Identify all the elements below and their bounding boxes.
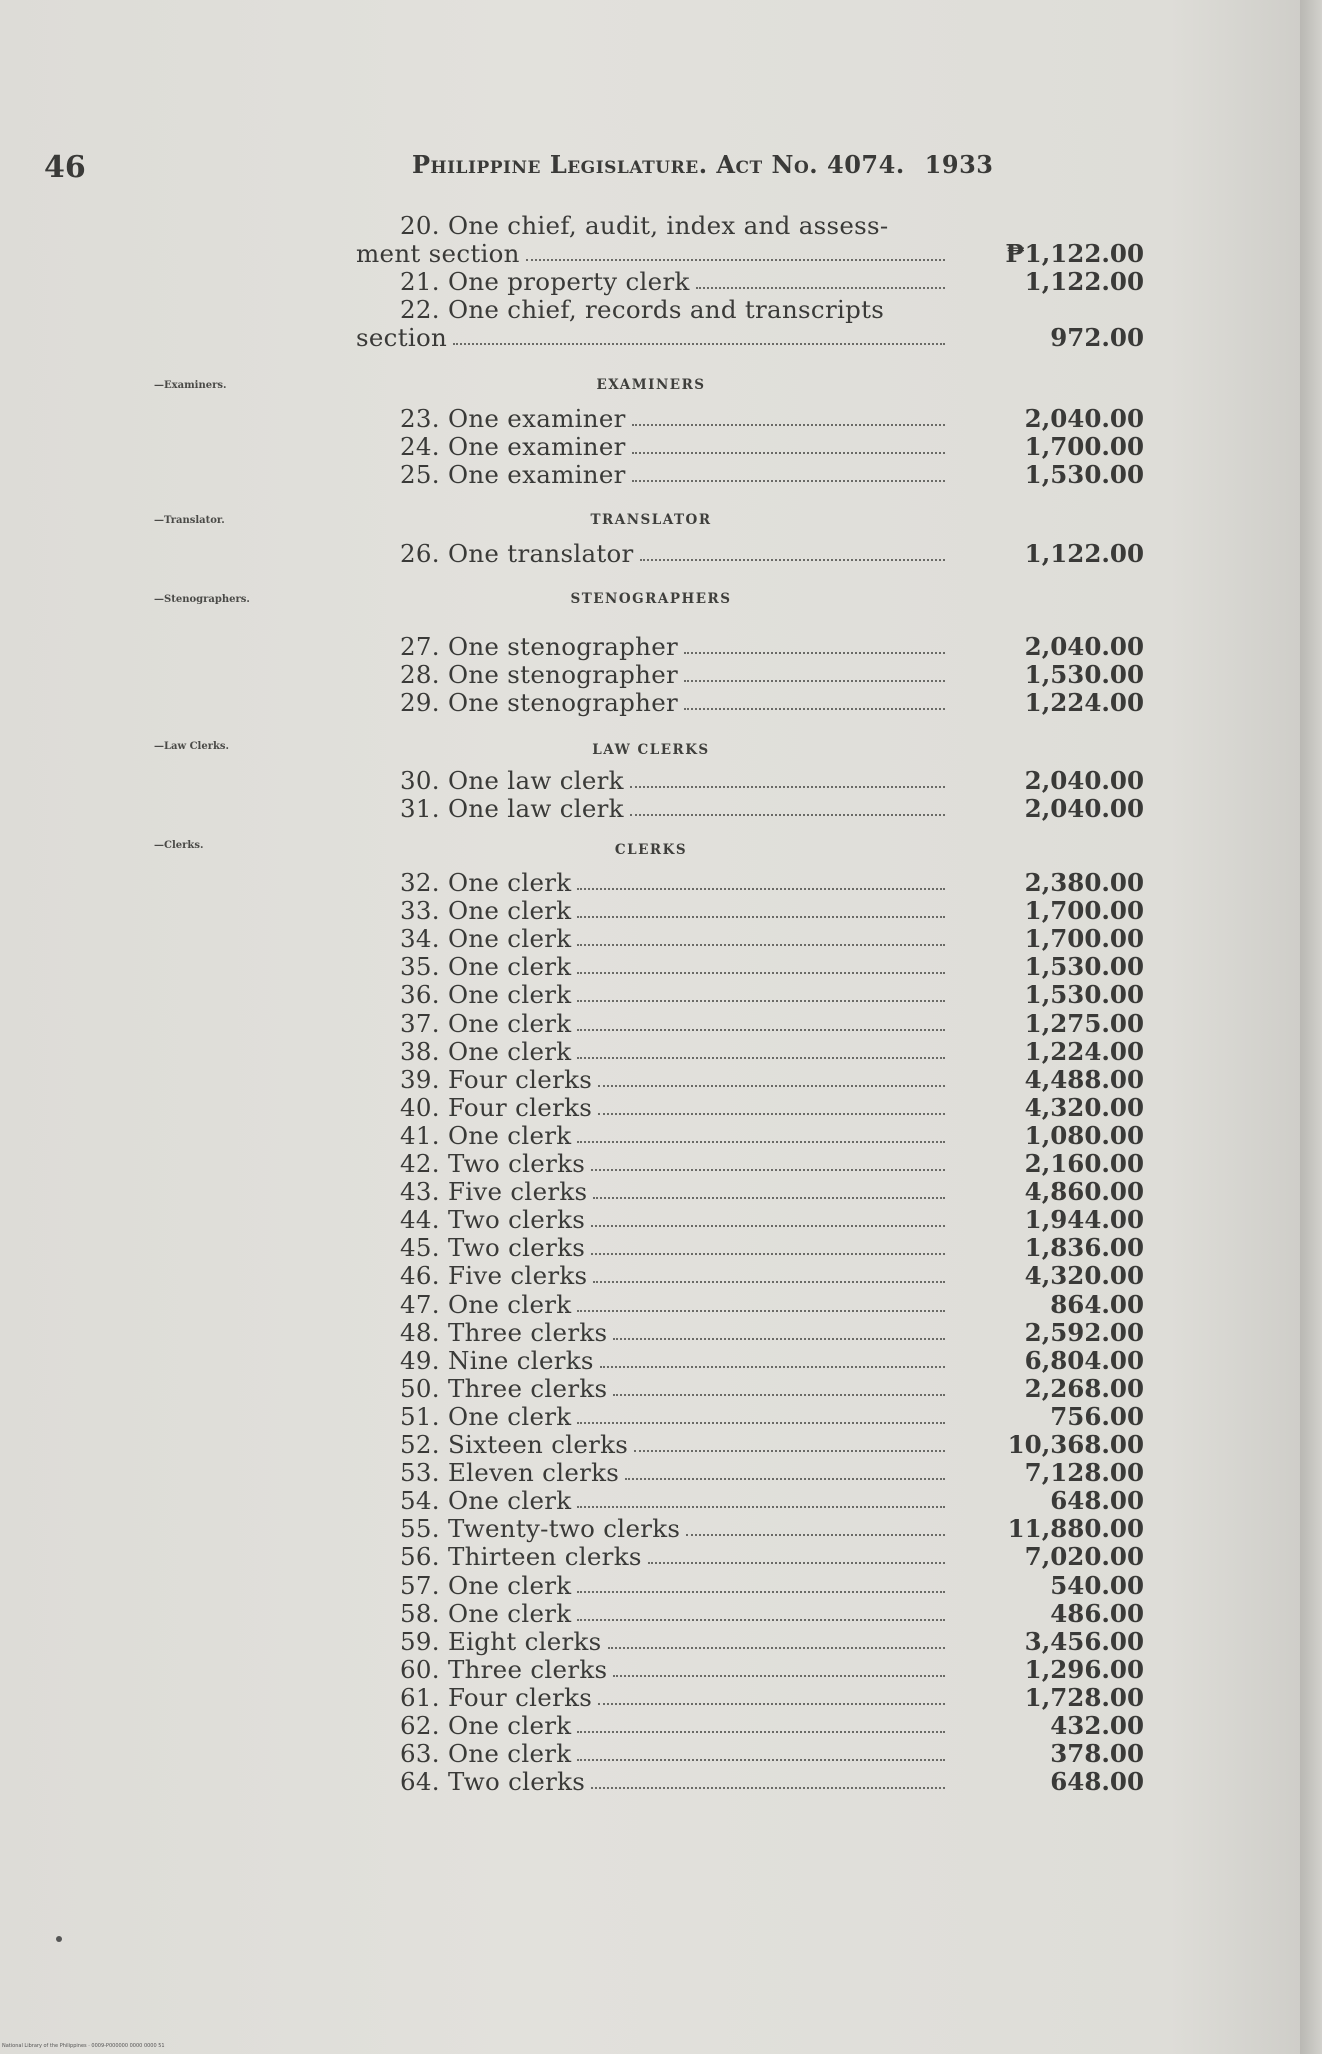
item-row [400,1066,1144,1094]
leader-dots [577,1304,945,1312]
item-row [400,1347,1144,1375]
leader-dots [577,1753,945,1761]
item-label: 37. One clerk [400,1008,572,1038]
item-amount: 2,040.00 [1024,794,1144,823]
item-label: 55. Twenty-two clerks [400,1514,681,1544]
leader-dots [577,1135,945,1143]
item-amount: 1,122.00 [1024,539,1144,568]
item-amount: 7,128.00 [1024,1458,1144,1488]
item-amount: 648.00 [1050,1486,1144,1516]
item-label: 35. One clerk [400,952,572,982]
section-title-examiners: EXAMINERS [596,377,706,393]
item-label: 24. One examiner [400,432,626,461]
leader-dots [577,1023,945,1031]
item-amount: 1,296.00 [1024,1654,1144,1684]
item-row [400,661,1144,689]
item-label: 30. One law clerk [400,766,624,795]
leader-dots [613,1332,945,1340]
item-label: 40. Four clerks [400,1092,593,1122]
leader-dots [577,1416,945,1424]
item-label: 29. One stenographer [400,688,679,717]
page-edge-shadow [1300,0,1322,2054]
item-label: 39. Four clerks [400,1064,593,1094]
page-number: 46 [44,150,86,185]
item-row [400,1572,1144,1600]
item-row [400,1487,1144,1515]
item-row [400,1543,1144,1571]
item-label: 28. One stenographer [400,660,679,689]
item-amount: 2,592.00 [1024,1317,1144,1347]
ink-speck [56,1936,62,1942]
item-row [400,540,1144,568]
item-amount: 2,380.00 [1024,868,1144,897]
item-label: 41. One clerk [400,1120,572,1150]
leader-dots [632,418,945,426]
leader-dots [598,1079,945,1087]
item-amount: 486.00 [1050,1598,1144,1628]
item-row [400,1319,1144,1347]
item-row [400,1459,1144,1487]
item-label: 45. Two clerks [400,1233,586,1263]
item-label: 33. One clerk [400,896,572,926]
item-label: 58. One clerk [400,1598,572,1628]
item-row [400,981,1144,1009]
item-amount: 4,320.00 [1024,1092,1144,1122]
item-label: 34. One clerk [400,924,572,954]
item-amount: 972.00 [1050,323,1144,352]
item-row [400,268,1144,296]
item-row [400,1010,1144,1038]
item-amount: 2,040.00 [1024,632,1144,661]
item-amount: 1,224.00 [1024,1036,1144,1066]
leader-dots [613,1388,945,1396]
margin-note-examiners: —Examiners. [154,380,227,391]
leader-dots [686,1528,945,1536]
item-row [400,795,1144,823]
margin-note-stenographers: —Stenographers. [154,594,250,605]
item-amount: 3,456.00 [1024,1626,1144,1656]
item-row [400,1206,1144,1234]
item-amount: 1,728.00 [1024,1682,1144,1712]
item-row [400,1600,1144,1628]
header-title: Philippine Legislature. Act No. 4074. [412,150,905,179]
leader-dots [577,910,945,918]
item-amount: 1,080.00 [1024,1120,1144,1150]
leader-dots [577,966,945,974]
item-row [400,953,1144,981]
item-label: 44. Two clerks [400,1205,586,1235]
item-label: 60. Three clerks [400,1654,608,1684]
item-amount: 1,224.00 [1024,688,1144,717]
item-amount: 4,320.00 [1024,1261,1144,1291]
item-amount: 6,804.00 [1024,1345,1144,1375]
item-row [356,324,1144,352]
leader-dots [591,1163,945,1171]
item-row [400,461,1144,489]
leader-dots [591,1247,945,1255]
leader-dots [600,1360,945,1368]
item-amount: 1,700.00 [1024,432,1144,461]
leader-dots [625,1472,945,1480]
item-row [400,869,1144,897]
section-title-translator: TRANSLATOR [590,512,712,528]
item-amount: 11,880.00 [1007,1514,1144,1544]
item-label: 59. Eight clerks [400,1626,602,1656]
item-amount: 1,530.00 [1024,952,1144,982]
leader-dots [630,780,945,788]
item-amount: 1,122.00 [1024,267,1144,296]
item-label: ment section [356,239,520,268]
item-row [400,1628,1144,1656]
item-label: section [356,323,448,352]
item-label: 32. One clerk [400,868,572,897]
leader-dots [453,337,945,345]
leader-dots [598,1107,945,1115]
leader-dots [577,1500,945,1508]
item-row [400,1515,1144,1543]
item-label: 43. Five clerks [400,1177,588,1207]
leader-dots [577,1585,945,1593]
item-label: 57. One clerk [400,1570,572,1600]
item-label: 42. Two clerks [400,1149,586,1178]
item-row [400,897,1144,925]
item-row [400,1403,1144,1431]
item-amount: 1,530.00 [1024,660,1144,689]
item-amount: 864.00 [1050,1289,1144,1319]
item-label: 52. Sixteen clerks [400,1430,629,1459]
item-amount: 1,530.00 [1024,980,1144,1010]
item-label: 63. One clerk [400,1739,572,1769]
leader-dots [632,474,945,482]
leader-dots [613,1669,945,1677]
leader-dots [684,702,945,710]
leader-dots [577,994,945,1002]
item-label: 27. One stenographer [400,632,679,661]
item-amount: 378.00 [1050,1739,1144,1769]
item-amount: 1,530.00 [1024,460,1144,489]
leader-dots [598,1697,945,1705]
scan-footer-text: National Library of the Philippines · 0009-P000000 0000 0000 51 [2,2043,165,2049]
item-row [400,405,1144,433]
item-row [400,633,1144,661]
item-amount: 1,275.00 [1024,1008,1144,1038]
item-row [400,767,1144,795]
item-amount: 540.00 [1050,1570,1144,1600]
item-label: 62. One clerk [400,1711,572,1740]
item-label: 26. One translator [400,539,634,568]
item-row [400,1150,1144,1178]
item-label: 61. Four clerks [400,1682,593,1712]
leader-dots [593,1191,945,1199]
item-label: 21. One property clerk [400,267,690,296]
leader-dots [696,281,945,289]
leader-dots [684,646,945,654]
item-row [400,1178,1144,1206]
item-label-line1: 20. One chief, audit, index and assess- [400,211,889,240]
item-row [400,1684,1144,1712]
item-amount: 1,700.00 [1024,924,1144,954]
item-label: 36. One clerk [400,980,572,1010]
margin-note-law-clerks: —Law Clerks. [154,741,230,752]
leader-dots [632,446,945,454]
item-row [400,689,1144,717]
item-label: 56. Thirteen clerks [400,1542,642,1572]
running-header [412,150,993,179]
item-amount: ₱1,122.00 [1005,239,1144,268]
item-row [400,1122,1144,1150]
item-row [400,1234,1144,1262]
item-label: 23. One examiner [400,404,626,433]
margin-note-translator: —Translator. [154,515,225,526]
item-row [400,1712,1144,1740]
item-amount: 2,040.00 [1024,404,1144,433]
item-row [356,240,1144,268]
leader-dots [577,1725,945,1733]
item-amount: 4,860.00 [1024,1177,1144,1207]
item-label: 51. One clerk [400,1401,572,1431]
item-amount: 2,040.00 [1024,766,1144,795]
item-amount: 432.00 [1050,1711,1144,1740]
item-row [400,1431,1144,1459]
item-amount: 2,268.00 [1024,1373,1144,1403]
margin-note-clerks: —Clerks. [154,840,204,851]
section-title-stenographers: STENOGRAPHERS [570,591,732,607]
item-amount: 7,020.00 [1024,1542,1144,1572]
leader-dots [634,1444,945,1452]
leader-dots [630,808,945,816]
item-label: 50. Three clerks [400,1373,608,1403]
item-label: 25. One examiner [400,460,626,489]
leader-dots [593,1275,945,1283]
item-row [400,1740,1144,1768]
leader-dots [591,1219,945,1227]
item-row [400,1375,1144,1403]
leader-dots [526,253,945,261]
item-amount: 1,836.00 [1024,1233,1144,1263]
item-label-line1: 22. One chief, records and transcripts [400,295,885,324]
item-label: 64. Two clerks [400,1767,586,1797]
leader-dots [591,1781,945,1789]
leader-dots [684,674,945,682]
item-amount: 2,160.00 [1024,1149,1144,1178]
item-amount: 10,368.00 [1007,1430,1144,1459]
item-amount: 1,700.00 [1024,896,1144,926]
item-row [400,433,1144,461]
leader-dots [577,1051,945,1059]
header-year: 1933 [924,150,994,179]
item-label: 38. One clerk [400,1036,572,1066]
item-label: 48. Three clerks [400,1317,608,1347]
item-label: 53. Eleven clerks [400,1458,620,1488]
item-row [400,1768,1144,1796]
leader-dots [577,882,945,890]
item-amount: 1,944.00 [1024,1205,1144,1235]
section-title-clerks: CLERKS [614,842,688,858]
leader-dots [577,1613,945,1621]
item-row [400,1262,1144,1290]
leader-dots [608,1641,945,1649]
item-label: 49. Nine clerks [400,1345,594,1375]
item-label: 54. One clerk [400,1486,572,1516]
item-row [400,1291,1144,1319]
leader-dots [577,938,945,946]
item-row [400,1656,1144,1684]
item-row [400,1038,1144,1066]
item-amount: 756.00 [1050,1401,1144,1431]
item-label: 46. Five clerks [400,1261,588,1291]
item-label: 47. One clerk [400,1289,572,1319]
item-amount: 4,488.00 [1024,1064,1144,1094]
item-row [400,1094,1144,1122]
item-row [400,925,1144,953]
leader-dots [648,1556,945,1564]
item-label: 31. One law clerk [400,794,624,823]
leader-dots [640,553,945,561]
item-amount: 648.00 [1050,1767,1144,1797]
section-title-law-clerks: LAW CLERKS [592,742,710,758]
